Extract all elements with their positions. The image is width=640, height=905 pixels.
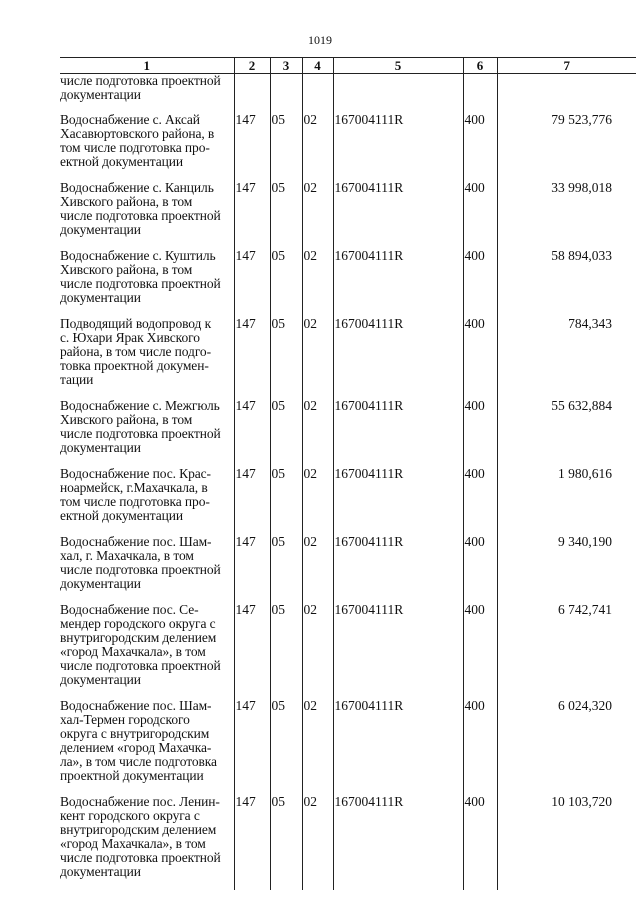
name-line: внутригородским делением bbox=[60, 630, 217, 645]
amount-cell: 9 340,190 bbox=[497, 534, 636, 602]
code-cell-5: 167004111R bbox=[333, 248, 463, 316]
row-name-cell bbox=[60, 698, 234, 794]
code-cell-5: 167004111R bbox=[333, 316, 463, 398]
code-cell-3: 05 bbox=[270, 180, 302, 248]
name-line: документации bbox=[60, 290, 141, 305]
name-line: Хивского района, в том bbox=[60, 412, 193, 427]
name-line: числе подготовка проектной bbox=[60, 73, 221, 88]
row-name-cell bbox=[60, 794, 234, 890]
code-cell-3: 05 bbox=[270, 794, 302, 890]
amount-cell: 79 523,776 bbox=[497, 112, 636, 180]
code-cell-6: 400 bbox=[463, 698, 497, 794]
table-row bbox=[60, 698, 636, 794]
code-cell-5: 167004111R bbox=[333, 698, 463, 794]
name-line: том числе подготовка про- bbox=[60, 494, 210, 509]
column-header: 2 bbox=[234, 58, 270, 74]
name-line: «город Махачкала», в том bbox=[60, 644, 206, 659]
code-cell-6: 400 bbox=[463, 602, 497, 698]
code-cell-5: 167004111R bbox=[333, 794, 463, 890]
name-line: числе подготовка проектной bbox=[60, 850, 221, 865]
name-line: документации bbox=[60, 440, 141, 455]
code-cell-6: 400 bbox=[463, 534, 497, 602]
column-header: 1 bbox=[60, 58, 234, 74]
code-cell-5: 167004111R bbox=[333, 534, 463, 602]
row-name-cell bbox=[60, 466, 234, 534]
table-body bbox=[60, 74, 636, 891]
code-cell-2: 147 bbox=[234, 466, 270, 534]
name-line: внутригородским делением bbox=[60, 822, 217, 837]
code-cell-2: 147 bbox=[234, 602, 270, 698]
name-line: том числе подготовка про- bbox=[60, 140, 210, 155]
name-line: числе подготовка проектной bbox=[60, 208, 221, 223]
code-cell-2: 147 bbox=[234, 534, 270, 602]
code-cell-3: 05 bbox=[270, 248, 302, 316]
name-line: Водоснабжение с. Куштиль bbox=[60, 248, 216, 263]
name-line: числе подготовка проектной bbox=[60, 276, 221, 291]
row-name-cell bbox=[60, 112, 234, 180]
code-cell-2: 147 bbox=[234, 794, 270, 890]
name-line: Водоснабжение пос. Крас- bbox=[60, 466, 211, 481]
code-cell-6: 400 bbox=[463, 316, 497, 398]
name-line: Водоснабжение пос. Ленин- bbox=[60, 794, 220, 809]
name-line: товка проектной докумен- bbox=[60, 358, 209, 373]
name-line: ноармейск, г.Махачкала, в bbox=[60, 480, 208, 495]
table-row bbox=[60, 794, 636, 890]
name-line: Водоснабжение с. Аксай bbox=[60, 112, 200, 127]
table-row bbox=[60, 180, 636, 248]
amount-cell: 10 103,720 bbox=[497, 794, 636, 890]
code-cell-5: 167004111R bbox=[333, 466, 463, 534]
amount-cell: 6 024,320 bbox=[497, 698, 636, 794]
row-name-cell bbox=[60, 534, 234, 602]
code-cell-6: 400 bbox=[463, 466, 497, 534]
code-cell-5: 167004111R bbox=[333, 112, 463, 180]
row-name-cell bbox=[60, 248, 234, 316]
code-cell-4: 02 bbox=[302, 698, 333, 794]
row-name-cell bbox=[60, 316, 234, 398]
name-line: тации bbox=[60, 372, 94, 387]
amount-cell: 33 998,018 bbox=[497, 180, 636, 248]
table-row bbox=[60, 398, 636, 466]
table-row bbox=[60, 466, 636, 534]
header-row bbox=[60, 58, 636, 74]
name-line: округа с внутригородским bbox=[60, 726, 210, 741]
code-cell-4: 02 bbox=[302, 466, 333, 534]
code-cell-6: 400 bbox=[463, 112, 497, 180]
code-cell-5: 167004111R bbox=[333, 180, 463, 248]
table-row bbox=[60, 602, 636, 698]
amount-cell: 784,343 bbox=[497, 316, 636, 398]
row-name-cell bbox=[60, 602, 234, 698]
code-cell-4: 02 bbox=[302, 794, 333, 890]
name-line: документации bbox=[60, 864, 141, 879]
name-line: документации bbox=[60, 672, 141, 687]
code-cell-3: 05 bbox=[270, 534, 302, 602]
name-line: документации bbox=[60, 576, 141, 591]
name-line: Хасавюртовского района, в bbox=[60, 126, 215, 141]
code-cell-3: 05 bbox=[270, 398, 302, 466]
code-cell-6: 400 bbox=[463, 794, 497, 890]
row-name-cell bbox=[60, 398, 234, 466]
name-line: Водоснабжение пос. Се- bbox=[60, 602, 199, 617]
code-cell-6: 400 bbox=[463, 398, 497, 466]
name-line: кент городского округа с bbox=[60, 808, 200, 823]
row-name-cell bbox=[60, 180, 234, 248]
code-cell-3: 05 bbox=[270, 316, 302, 398]
code-cell-2: 147 bbox=[234, 398, 270, 466]
code-cell-4: 02 bbox=[302, 112, 333, 180]
name-line: с. Юхари Ярак Хивского bbox=[60, 330, 200, 345]
code-cell-4: 02 bbox=[302, 316, 333, 398]
name-line: хал, г. Махачкала, в том bbox=[60, 548, 194, 563]
name-line: числе подготовка проектной bbox=[60, 426, 221, 441]
code-cell-6: 400 bbox=[463, 248, 497, 316]
column-header: 5 bbox=[333, 58, 463, 74]
name-line: Водоснабжение с. Межгюль bbox=[60, 398, 220, 413]
name-line: проектной документации bbox=[60, 768, 204, 783]
name-line: числе подготовка проектной bbox=[60, 562, 221, 577]
table-row bbox=[60, 112, 636, 180]
name-line: документации bbox=[60, 222, 141, 237]
code-cell-4: 02 bbox=[302, 602, 333, 698]
name-line: Водоснабжение пос. Шам- bbox=[60, 534, 212, 549]
name-line: Водоснабжение с. Канциль bbox=[60, 180, 214, 195]
name-line: числе подготовка проектной bbox=[60, 658, 221, 673]
page-number: 1019 bbox=[308, 33, 332, 47]
code-cell-2: 147 bbox=[234, 180, 270, 248]
code-cell-4: 02 bbox=[302, 534, 333, 602]
name-line: ла», в том числе подготовка bbox=[60, 754, 217, 769]
code-cell-5: 167004111R bbox=[333, 602, 463, 698]
code-cell-3: 05 bbox=[270, 112, 302, 180]
name-line: ектной документации bbox=[60, 508, 183, 523]
code-cell-4: 02 bbox=[302, 248, 333, 316]
name-line: Хивского района, в том bbox=[60, 262, 193, 277]
code-cell-4: 02 bbox=[302, 398, 333, 466]
code-cell-6: 400 bbox=[463, 180, 497, 248]
table-row-continued bbox=[60, 74, 636, 113]
table-row bbox=[60, 248, 636, 316]
code-cell-3: 05 bbox=[270, 698, 302, 794]
name-line: документации bbox=[60, 87, 141, 102]
code-cell-2: 147 bbox=[234, 698, 270, 794]
table-row bbox=[60, 534, 636, 602]
column-header: 3 bbox=[270, 58, 302, 74]
amount-cell: 6 742,741 bbox=[497, 602, 636, 698]
amount-cell: 58 894,033 bbox=[497, 248, 636, 316]
amount-cell: 1 980,616 bbox=[497, 466, 636, 534]
name-line: ектной документации bbox=[60, 154, 183, 169]
name-line: делением «город Махачка- bbox=[60, 740, 212, 755]
code-cell-2: 147 bbox=[234, 316, 270, 398]
name-line: Водоснабжение пос. Шам- bbox=[60, 698, 212, 713]
name-line: хал-Термен городского bbox=[60, 712, 190, 727]
code-cell-5: 167004111R bbox=[333, 398, 463, 466]
column-header: 4 bbox=[302, 58, 333, 74]
code-cell-3: 05 bbox=[270, 602, 302, 698]
table-row bbox=[60, 316, 636, 398]
code-cell-4: 02 bbox=[302, 180, 333, 248]
code-cell-3: 05 bbox=[270, 466, 302, 534]
budget-table bbox=[60, 57, 636, 890]
column-header: 6 bbox=[463, 58, 497, 74]
name-line: «город Махачкала», в том bbox=[60, 836, 206, 851]
amount-cell: 55 632,884 bbox=[497, 398, 636, 466]
name-line: мендер городского округа с bbox=[60, 616, 216, 631]
name-line: Хивского района, в том bbox=[60, 194, 193, 209]
row-name-cell bbox=[60, 74, 234, 113]
code-cell-2: 147 bbox=[234, 248, 270, 316]
code-cell-2: 147 bbox=[234, 112, 270, 180]
column-header: 7 bbox=[497, 58, 636, 74]
name-line: района, в том числе подго- bbox=[60, 344, 211, 359]
name-line: Подводящий водопровод к bbox=[60, 316, 212, 331]
